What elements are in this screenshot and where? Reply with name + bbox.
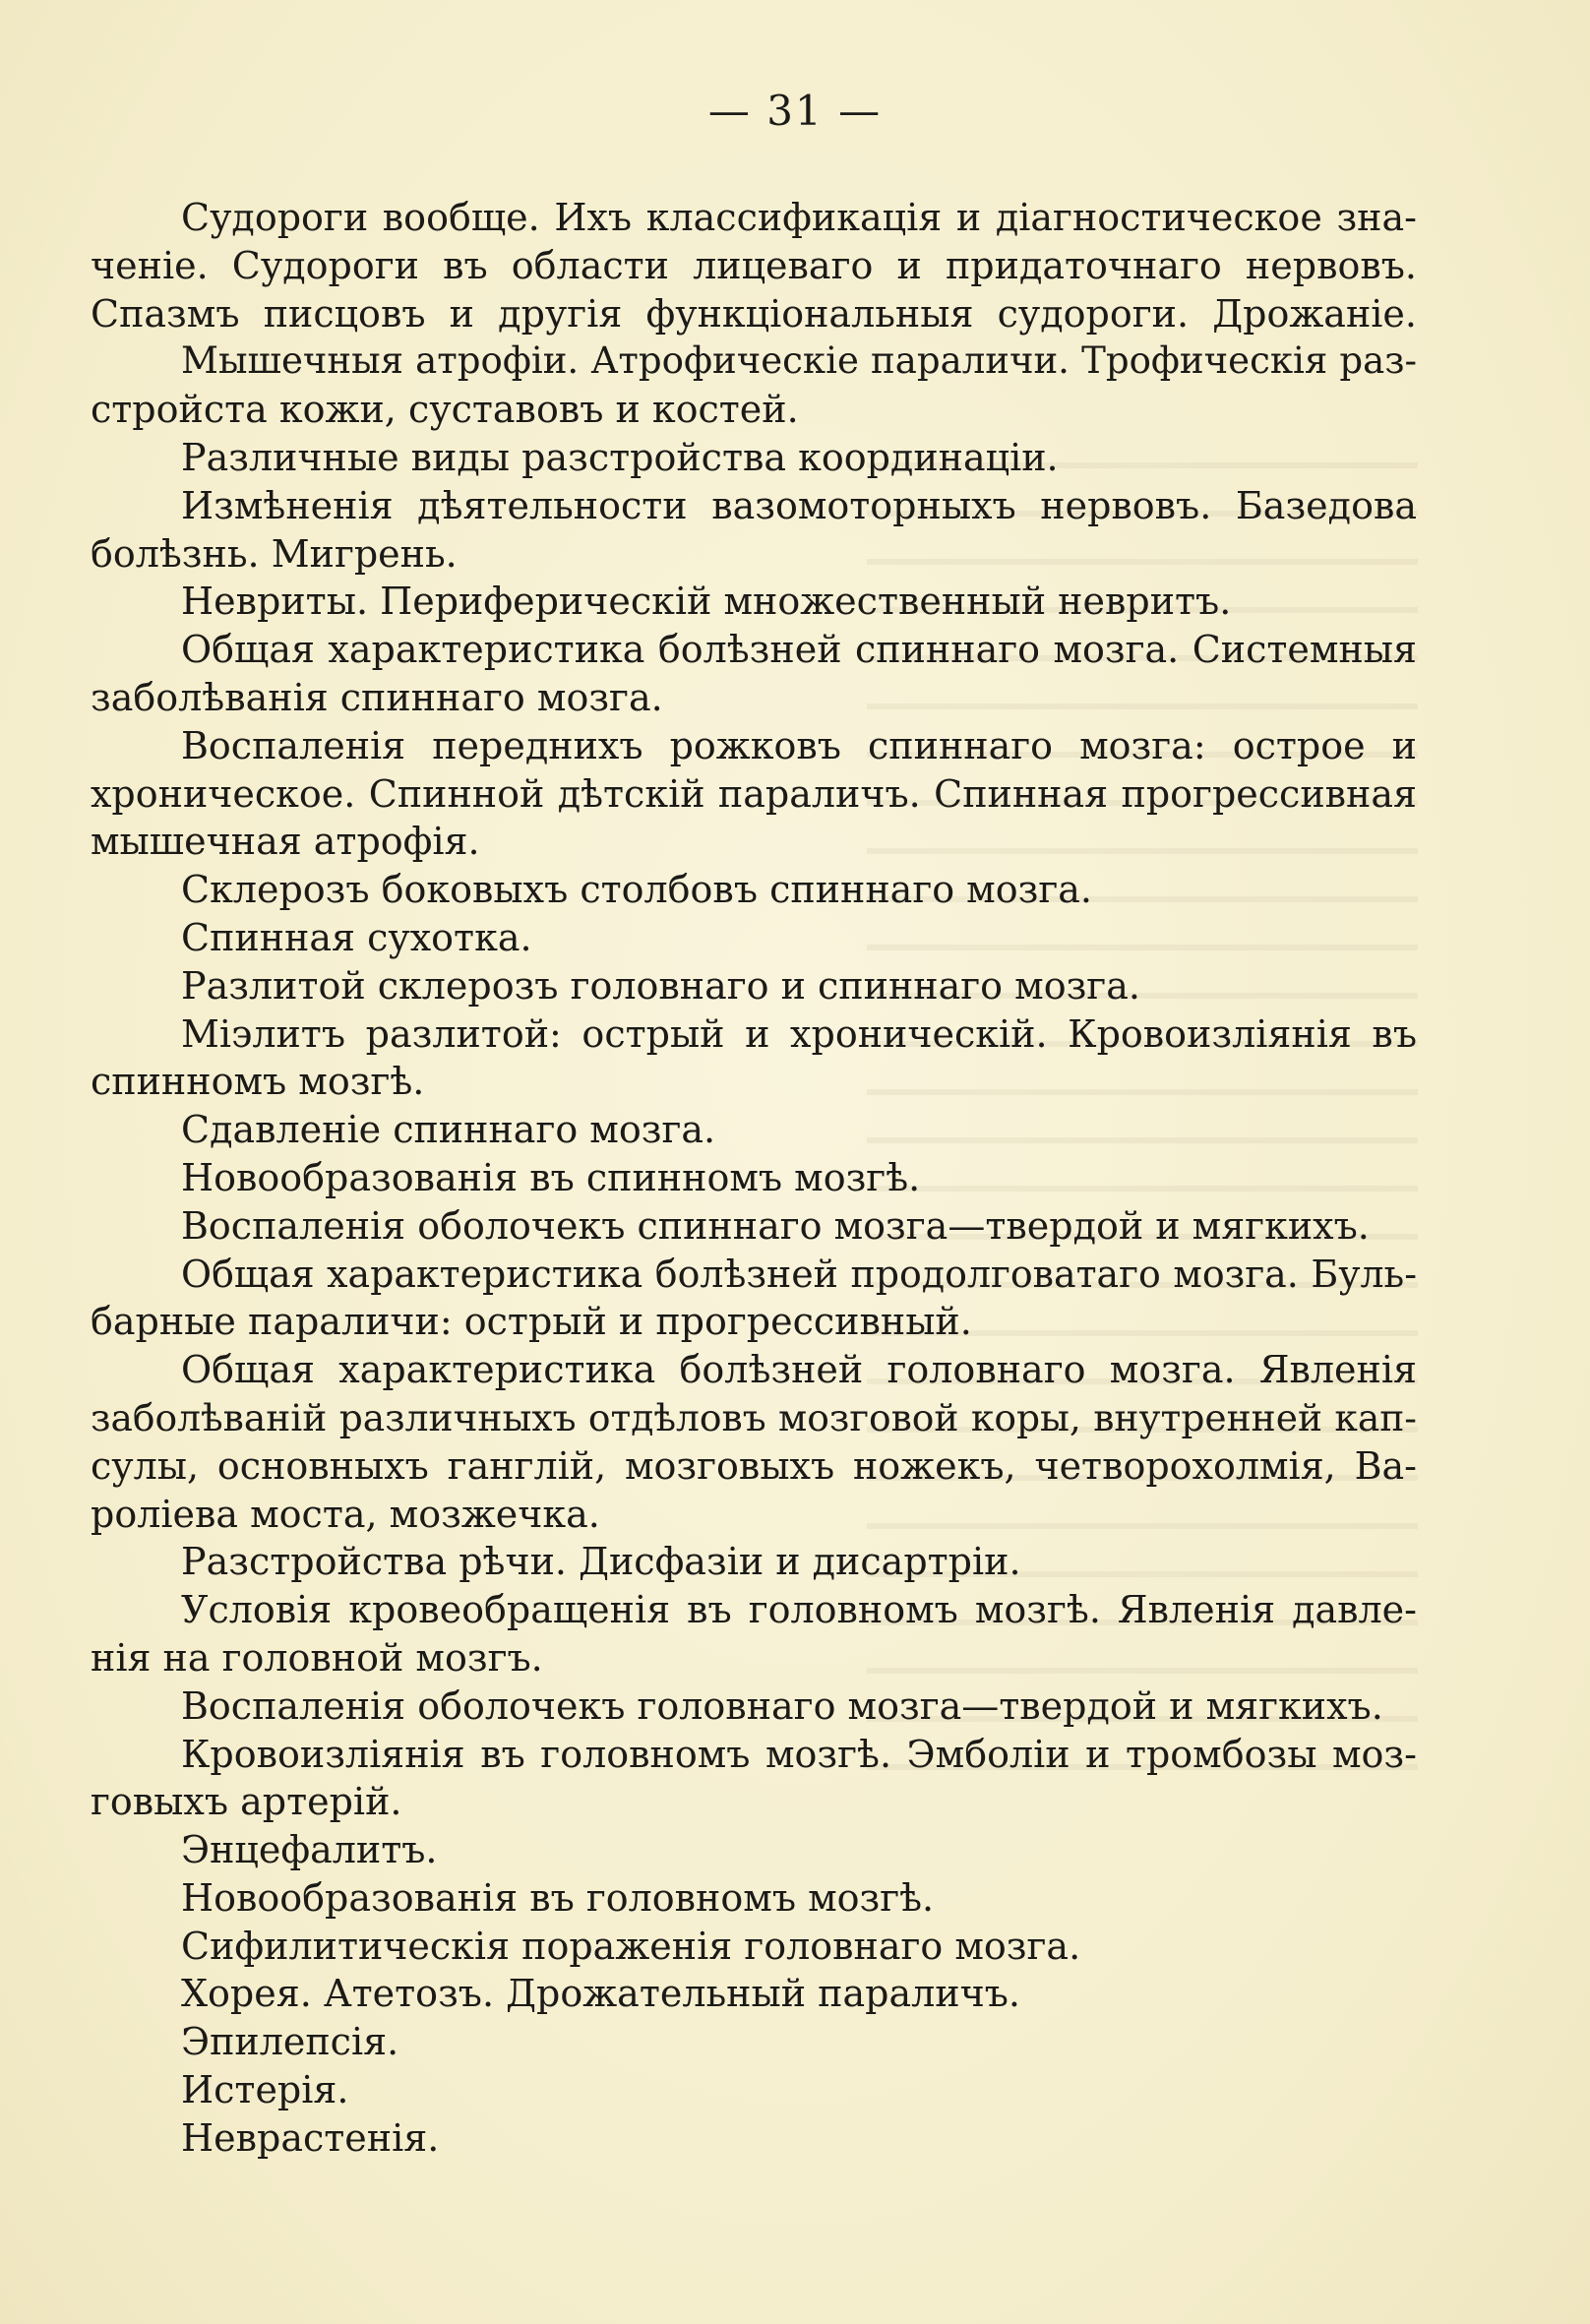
page-number: — 31 — [707,87,883,135]
text-line: Общая характеристика болѣзней спиннаго мозга. Системныя [181,628,1417,672]
text-line: Условія кровеобращенія въ головномъ мозгѣ. Явленія давле- [181,1588,1417,1632]
text-line: Спазмъ писцовъ и другія функціональныя судороги. Дрожаніе. [91,291,1417,336]
text-line: Истерія. [181,2068,349,2112]
text-line: Мышечныя атрофіи. Атрофическіе параличи. Трофическія раз- [181,339,1417,383]
text-line: Судороги вообще. Ихъ классификація и діагностическое зна- [181,196,1417,239]
text-line: роліева моста, мозжечка. [91,1492,600,1536]
text-line: спинномъ мозгѣ. [91,1060,425,1104]
text-line: Новообразованія въ головномъ мозгѣ. [181,1875,935,1920]
text-line: Сдавленіе спиннаго мозга. [181,1108,716,1152]
text-line: ченіе. Судороги въ области лицеваго и придаточнаго нервовъ. [91,243,1417,287]
text-line: хроническое. Спинной дѣтскій параличъ. Спинная прогрессивная [91,771,1417,816]
text-line: Разлитой склерозъ головнаго и спиннаго мозга. [181,963,1140,1008]
text-line: Воспаленія оболочекъ головнаго мозга—твердой и мягкихъ. [181,1683,1383,1728]
text-line: Эпилепсія. [181,2020,399,2064]
text-line: нія на головной мозгъ. [91,1635,543,1680]
text-line: Воспаленія оболочекъ спиннаго мозга—твердой и мягкихъ. [181,1203,1370,1248]
text-line: Общая характеристика болѣзней продолговатаго мозга. Буль- [181,1252,1417,1296]
text-line: Неврастенія. [181,2115,440,2160]
text-line: мышечная атрофія. [91,820,480,864]
body-text [91,194,1417,2163]
text-line: болѣзнь. Мигрень. [91,531,458,576]
text-line: Сифилитическія пораженія головнаго мозга. [181,1924,1081,1968]
text-line: Энцефалитъ. [181,1828,438,1872]
text-line: Невриты. Периферическій множественный невритъ. [181,580,1232,624]
text-line: говыхъ артерій. [91,1780,402,1824]
text-line: сулы, основныхъ ганглій, мозговыхъ ножекъ, четворохолмія, Ва- [91,1443,1417,1488]
text-line: Новообразованія въ спинномъ мозгѣ. [181,1155,921,1199]
text-line: Кровоизліянія въ головномъ мозгѣ. Эмболіи и тромбозы моз- [181,1732,1417,1776]
text-line: Различные виды разстройства координаціи. [181,435,1059,479]
text-line: Общая характеристика болѣзней головнаго мозга. Явленія [181,1348,1417,1392]
text-line: Разстройства рѣчи. Дисфазіи и дисартріи. [181,1540,1021,1584]
text-line: заболѣванія спиннаго мозга. [91,675,663,719]
text-line: заболѣваній различныхъ отдѣловъ мозговой коры, внутренней кап- [91,1395,1417,1439]
text-line: Измѣненія дѣятельности вазомоторныхъ нервовъ. Базедова [181,483,1417,527]
text-line: Спинная сухотка. [181,915,532,959]
text-line: барные параличи: острый и прогрессивный. [91,1300,972,1344]
text-line: Склерозъ боковыхъ столбовъ спиннаго мозга. [181,868,1092,912]
text-line: Воспаленія переднихъ рожковъ спиннаго мозга: острое и [181,723,1417,767]
text-line: Хорея. Атетозъ. Дрожательный параличъ. [181,1972,1020,2016]
text-line: стройста кожи, суставовъ и костей. [91,388,799,432]
text-line: Міэлитъ разлитой: острый и хроническій. Кровоизліянія въ [181,1011,1417,1056]
